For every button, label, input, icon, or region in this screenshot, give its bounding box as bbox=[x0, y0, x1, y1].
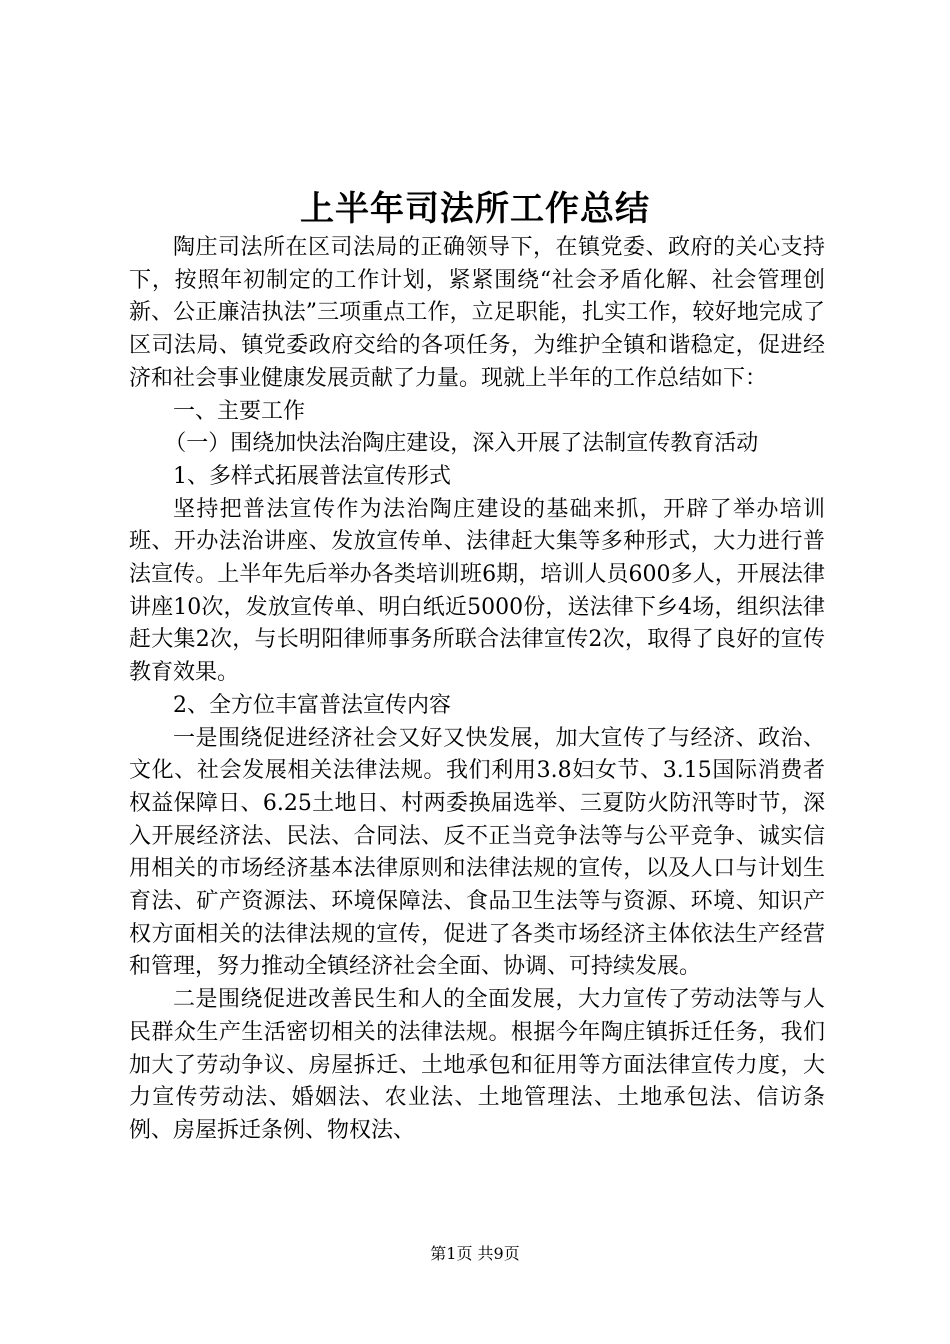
body-paragraph: 坚持把普法宣传作为法治陶庄建设的基础来抓，开辟了举办培训班、开办法治讲座、发放宣传单、法律赶大集等多种形式，大力进行普法宣传。上半年先后举办各类培训班6期，培训人员600多人，开展法律讲座10次，发放宣传单、明白纸近5000份，送法律下乡4场，组织法律赶大集2次，与长明阳律师事务所联合法律宣传2次，取得了良好的宣传教育效果。 bbox=[129, 496, 825, 686]
subsection-heading: （一）围绕加快法治陶庄建设，深入开展了法制宣传教育活动 bbox=[164, 431, 759, 457]
item-heading: 2、全方位丰富普法宣传内容 bbox=[173, 692, 451, 718]
body-paragraph: 一是围绕促进经济社会又好又快发展，加大宣传了与经济、政治、文化、社会发展相关法律法规。我们利用3.8妇女节、3.15国际消费者权益保障日、6.25土地日、村两委换届选举、三夏防火防汛等时节，深入开展经济法、民法、合同法、反不正当竞争法等与公平竞争、诚实信用相关的市场经济基本法律原则和法律法规的宣传，以及人口与计划生育法、矿产资源法、环境保障法、食品卫生法等与资源、环境、知识产权方面相关的法律法规的宣传，促进了各类市场经济主体依法生产经营和管理，努力推动全镇经济社会全面、协调、可持续发展。 bbox=[129, 725, 825, 980]
body-paragraph: 二是围绕促进改善民生和人的全面发展，大力宣传了劳动法等与人民群众生产生活密切相关的法律法规。根据今年陶庄镇拆迁任务，我们加大了劳动争议、房屋拆迁、土地承包和征用等方面法律宣传力度，大力宣传劳动法、婚姻法、农业法、土地管理法、土地承包法、信访条例、房屋拆迁条例、物权法、 bbox=[129, 987, 825, 1143]
item-heading: 1、多样式拓展普法宣传形式 bbox=[173, 463, 451, 489]
document-body bbox=[129, 232, 825, 1148]
document-title: 上半年司法所工作总结 bbox=[300, 189, 650, 229]
intro-paragraph: 陶庄司法所在区司法局的正确领导下，在镇党委、政府的关心支持下，按照年初制定的工作计划，紧紧围绕“社会矛盾化解、社会管理创新、公正廉洁执法”三项重点工作，立足职能，扎实工作，较好地完成了区司法局、镇党委政府交给的各项任务，为维护全镇和谐稳定，促进经济和社会事业健康发展贡献了力量。现就上半年的工作总结如下： bbox=[129, 235, 825, 391]
section-heading: 一、主要工作 bbox=[173, 398, 306, 424]
page-number: 第1页 共9页 bbox=[430, 1244, 520, 1263]
